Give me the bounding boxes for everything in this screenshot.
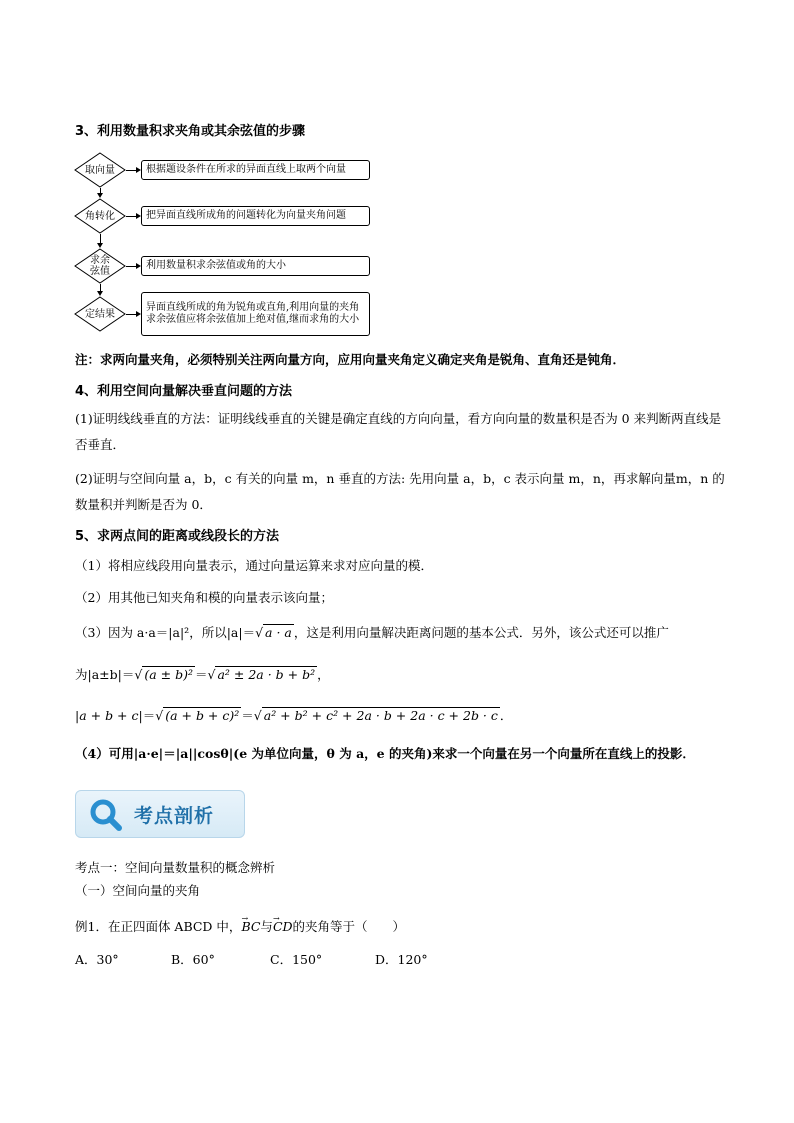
formula-2-end: ． bbox=[499, 708, 513, 723]
section5-title: 5、求两点间的距离或线段长的方法 bbox=[75, 529, 280, 544]
flow-arrow-down bbox=[97, 193, 103, 198]
flow-connector bbox=[126, 170, 136, 171]
section5-paragraph-4: （4）可用|a·e|＝|a||cosθ|(e 为单位向量，θ 为 a，e 的夹角)来求一个向量在另一个向量所在直线上的投影． bbox=[75, 746, 695, 761]
option-d[interactable]: D．120° bbox=[375, 952, 428, 967]
flow-diamond-2 bbox=[74, 198, 126, 234]
formula-2-eq: ＝ bbox=[142, 708, 156, 723]
example-post: 的夹角等于（ ） bbox=[292, 919, 406, 934]
vector-cd: → CD bbox=[273, 919, 293, 934]
flow-box-2: 把异面直线所成角的问题转化为向量夹角问题 bbox=[141, 206, 370, 226]
flow-box-1: 根据题设条件在所求的异面直线上取两个向量 bbox=[141, 160, 370, 180]
formula-1-end: ， bbox=[317, 667, 330, 682]
option-c[interactable]: C．150° bbox=[270, 952, 323, 967]
flow-diamond-4 bbox=[74, 296, 126, 332]
formula-2-lhs: |a + b + c| bbox=[75, 708, 143, 723]
magnifier-icon bbox=[86, 794, 126, 834]
sqrt-sign: √ bbox=[253, 708, 262, 723]
flow-diamond-1 bbox=[74, 152, 126, 188]
flow-diamond-label: 定结果 bbox=[85, 308, 115, 320]
flow-diamond-3 bbox=[74, 248, 126, 284]
kaodian-title: 考点一：空间向量数量积的概念辨析 bbox=[75, 860, 276, 875]
example-pre: 例1．在正四面体 ABCD 中， bbox=[75, 919, 242, 934]
sqrt-sign: √ bbox=[134, 667, 143, 682]
vector-bc: → BC bbox=[241, 919, 260, 934]
example-mid: 与 bbox=[260, 919, 273, 934]
option-b[interactable]: B．60° bbox=[171, 952, 215, 967]
formula-1-eq: ＝ bbox=[194, 667, 208, 682]
sqrt-a-dot-a: a · a bbox=[265, 625, 292, 640]
section5-paragraph-1: （1）将相应线段用向量表示，通过向量运算来求对应向量的模． bbox=[75, 558, 433, 573]
flow-connector bbox=[126, 266, 136, 267]
sqrt-sign: √ bbox=[155, 708, 164, 723]
flow-connector bbox=[126, 314, 136, 315]
flow-connector bbox=[126, 216, 136, 217]
option-a[interactable]: A．30° bbox=[75, 952, 119, 967]
formula-1-sqrt-a: (a ± b)² bbox=[144, 667, 193, 682]
flow-connector bbox=[100, 234, 101, 243]
formula-1-sqrt-b: a² ± 2a · b + b² bbox=[217, 667, 316, 682]
section5-paragraph-3 bbox=[75, 624, 735, 642]
flow-diamond-label: 取向量 bbox=[85, 164, 115, 176]
kaodian-subtitle: （一）空间向量的夹角 bbox=[75, 883, 201, 898]
flow-diamond-label: 求余 弦值 bbox=[90, 255, 110, 277]
section4-title: 4、利用空间向量解决垂直问题的方法 bbox=[75, 384, 293, 399]
formula-2-rhs: a² + b² + c² + 2a · b + 2a · c + 2b · c bbox=[263, 708, 498, 723]
flow-box-3: 利用数量积求余弦值或角的大小 bbox=[141, 256, 370, 276]
section5-paragraph-2: （2）用其他已知夹角和模的向量表示该向量； bbox=[75, 590, 333, 605]
flow-arrow-down bbox=[97, 291, 103, 296]
example-1 bbox=[75, 918, 405, 936]
section4-paragraph-1: (1)证明线线垂直的方法：证明线线垂直的关键是确定直线的方向向量，看方向向量的数量积是否为 0 来判断两直线是否垂直． bbox=[75, 411, 722, 452]
section3-title: 3、利用数量积求夹角或其余弦值的步骤 bbox=[75, 124, 306, 139]
formula-2-eq2: ＝ bbox=[241, 708, 254, 723]
flow-connector bbox=[100, 284, 101, 291]
formula-1 bbox=[75, 666, 330, 684]
p3-text-pre: （3）因为 a·a＝|a|²，所以|a|＝ bbox=[75, 625, 256, 640]
sqrt-sign: √ bbox=[255, 625, 264, 640]
banner-title: 考点剖析 bbox=[134, 805, 215, 827]
formula-2 bbox=[75, 707, 512, 725]
flow-arrow-down bbox=[97, 243, 103, 248]
sqrt-sign: √ bbox=[207, 667, 216, 682]
flow-box-4: 异面直线所成的角为锐角或直角,利用向量的夹角求余弦值应将余弦值加上绝对值,继而求角的大小 bbox=[141, 292, 370, 336]
formula-1-pre: 为|a±b|＝ bbox=[75, 667, 135, 682]
section3-note: 注：求两向量夹角，必须特别关注两向量方向，应用向量夹角定义确定夹角是锐角、直角还是钝角． bbox=[75, 352, 626, 367]
formula-2-mid: (a + b + c)² bbox=[165, 708, 240, 723]
p3-text-post: ，这是利用向量解决距离问题的基本公式．另外，该公式还可以推广 bbox=[293, 625, 669, 640]
flow-diamond-label: 角转化 bbox=[85, 210, 115, 222]
kaodian-banner bbox=[75, 790, 245, 838]
section4-paragraph-2: (2)证明与空间向量 a，b，c 有关的向量 m，n 垂直的方法: 先用向量 a，b，c 表示向量 m，n，再求解向量m，n 的数量积并判断是否为 0． bbox=[75, 471, 725, 512]
